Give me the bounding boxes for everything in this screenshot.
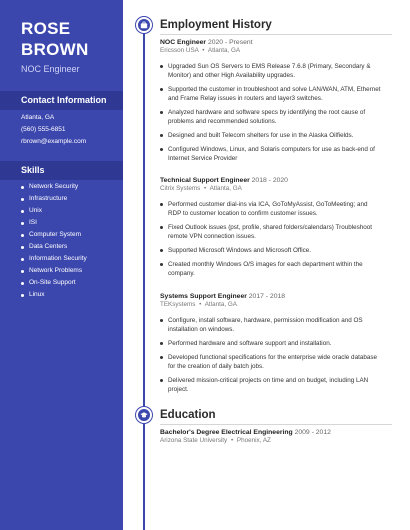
skill-item: Linux: [21, 289, 87, 301]
job-dates: 2020 - Present: [207, 39, 253, 46]
job-bullet: Delivered mission-critical projects on time and on budget, including LAN project.: [160, 376, 382, 394]
education-dates: 2009 - 2012: [294, 429, 331, 436]
job-bullet: Supported the customer in troubleshoot and solve LAN/WAN, ATM, Ethernet and Frame Relay issues in routers and layer3 switches.: [160, 85, 382, 103]
job-location: Atlanta, GA: [207, 47, 241, 54]
job-bullets: [160, 62, 382, 163]
name-line-last: BROWN: [21, 40, 89, 59]
employment-divider: [160, 34, 392, 35]
contact-email[interactable]: rbrown@example.com: [21, 138, 87, 145]
briefcase-icon: [136, 17, 152, 33]
skill-item: Computer System: [21, 229, 87, 241]
employment-heading: Employment History: [160, 19, 272, 31]
job-entry: [160, 177, 382, 283]
skill-item: Data Centers: [21, 241, 87, 253]
separator-dot: •: [199, 301, 202, 308]
job-bullet: Performed hardware and software support and installation.: [160, 339, 382, 348]
skill-item: Information Security: [21, 253, 87, 265]
skill-item: Infrastructure: [21, 193, 87, 205]
job-entry: [160, 39, 382, 168]
education-heading: Education: [160, 409, 216, 421]
education-school-line: [160, 437, 382, 444]
education-entry: [160, 429, 382, 444]
job-bullets: [160, 316, 382, 394]
job-header: [160, 293, 382, 300]
job-bullet: Upgraded Sun OS Servers to EMS Release 7.6.8 (Primary, Secondary & Monitor) and other High Availability upgrades.: [160, 62, 382, 80]
job-bullet: Configure, install software, hardware, permission modification and OS installation on windows.: [160, 316, 382, 334]
job-header: [160, 177, 382, 184]
skill-item: Unix: [21, 205, 87, 217]
education-location: Phoenix, AZ: [236, 437, 271, 444]
job-company-line: [160, 47, 382, 54]
contact-phone[interactable]: (560) 555-6851: [21, 126, 66, 133]
job-company: Citrix Systems: [160, 185, 201, 192]
contact-heading: Contact Information: [0, 91, 123, 110]
skill-item: ISI: [21, 217, 87, 229]
skill-item: On-Site Support: [21, 277, 87, 289]
job-entry: [160, 293, 382, 399]
skill-item: Network Security: [21, 181, 87, 193]
education-divider: [160, 424, 392, 425]
separator-dot: •: [203, 185, 207, 192]
job-location: Atlanta, GA: [209, 185, 242, 192]
job-company-line: [160, 185, 382, 192]
sidebar: [0, 0, 123, 530]
separator-dot: •: [230, 437, 234, 444]
job-bullet: Analyzed hardware and software specs by identifying the root cause of problems and recommended solutions.: [160, 108, 382, 126]
job-bullets: [160, 200, 382, 278]
job-title: NOC Engineer: [21, 64, 80, 74]
job-location: Atlanta, GA: [204, 301, 237, 308]
graduation-cap-icon: [136, 407, 152, 423]
education-school: Arizona State University: [160, 437, 228, 444]
job-dates: 2018 - 2020: [251, 177, 288, 184]
job-role: Systems Support Engineer: [160, 293, 247, 300]
contact-location: Atlanta, GA: [21, 114, 55, 121]
job-bullet: Fixed Outlook issues (pst, profile, shared folders/calendars) Troubleshoot remote VPN connection issues.: [160, 223, 382, 241]
job-bullet: Configured Windows, Linux, and Solaris computers for use as back-end of Internet Service Provider: [160, 145, 382, 163]
job-role: Technical Support Engineer: [160, 177, 250, 184]
job-header: [160, 39, 382, 46]
education-degree: Bachelor's Degree Electrical Engineering: [160, 429, 293, 436]
job-role: NOC Engineer: [160, 39, 207, 46]
name-line-first: ROSE: [21, 19, 71, 38]
job-company: Ericsson USA: [160, 47, 199, 54]
skills-heading: Skills: [0, 161, 123, 180]
skill-item: Network Problems: [21, 265, 87, 277]
job-company-line: [160, 301, 382, 308]
job-bullet: Supported Microsoft Windows and Microsoft Office.: [160, 246, 382, 255]
separator-dot: •: [202, 47, 205, 54]
education-header: [160, 429, 382, 436]
job-company: TEKsystems: [160, 301, 196, 308]
job-bullet: Created monthly Windows O/S images for each department within the company.: [160, 260, 382, 278]
timeline-line: [143, 24, 145, 530]
skills-list: [21, 181, 87, 301]
job-bullet: Developed functional specifications for the enterprise wide oracle database for the creation of daily batch jobs.: [160, 353, 382, 371]
job-dates: 2017 - 2018: [248, 293, 286, 300]
job-bullet: Performed customer dial-ins via ICA, GoToMyAssist, GoToMeeting; and RDP to customer location to confirm customer issues.: [160, 200, 382, 218]
candidate-name: [21, 18, 89, 60]
job-bullet: Designed and built Telecom shelters for use in the Alaska Oilfields.: [160, 131, 382, 140]
